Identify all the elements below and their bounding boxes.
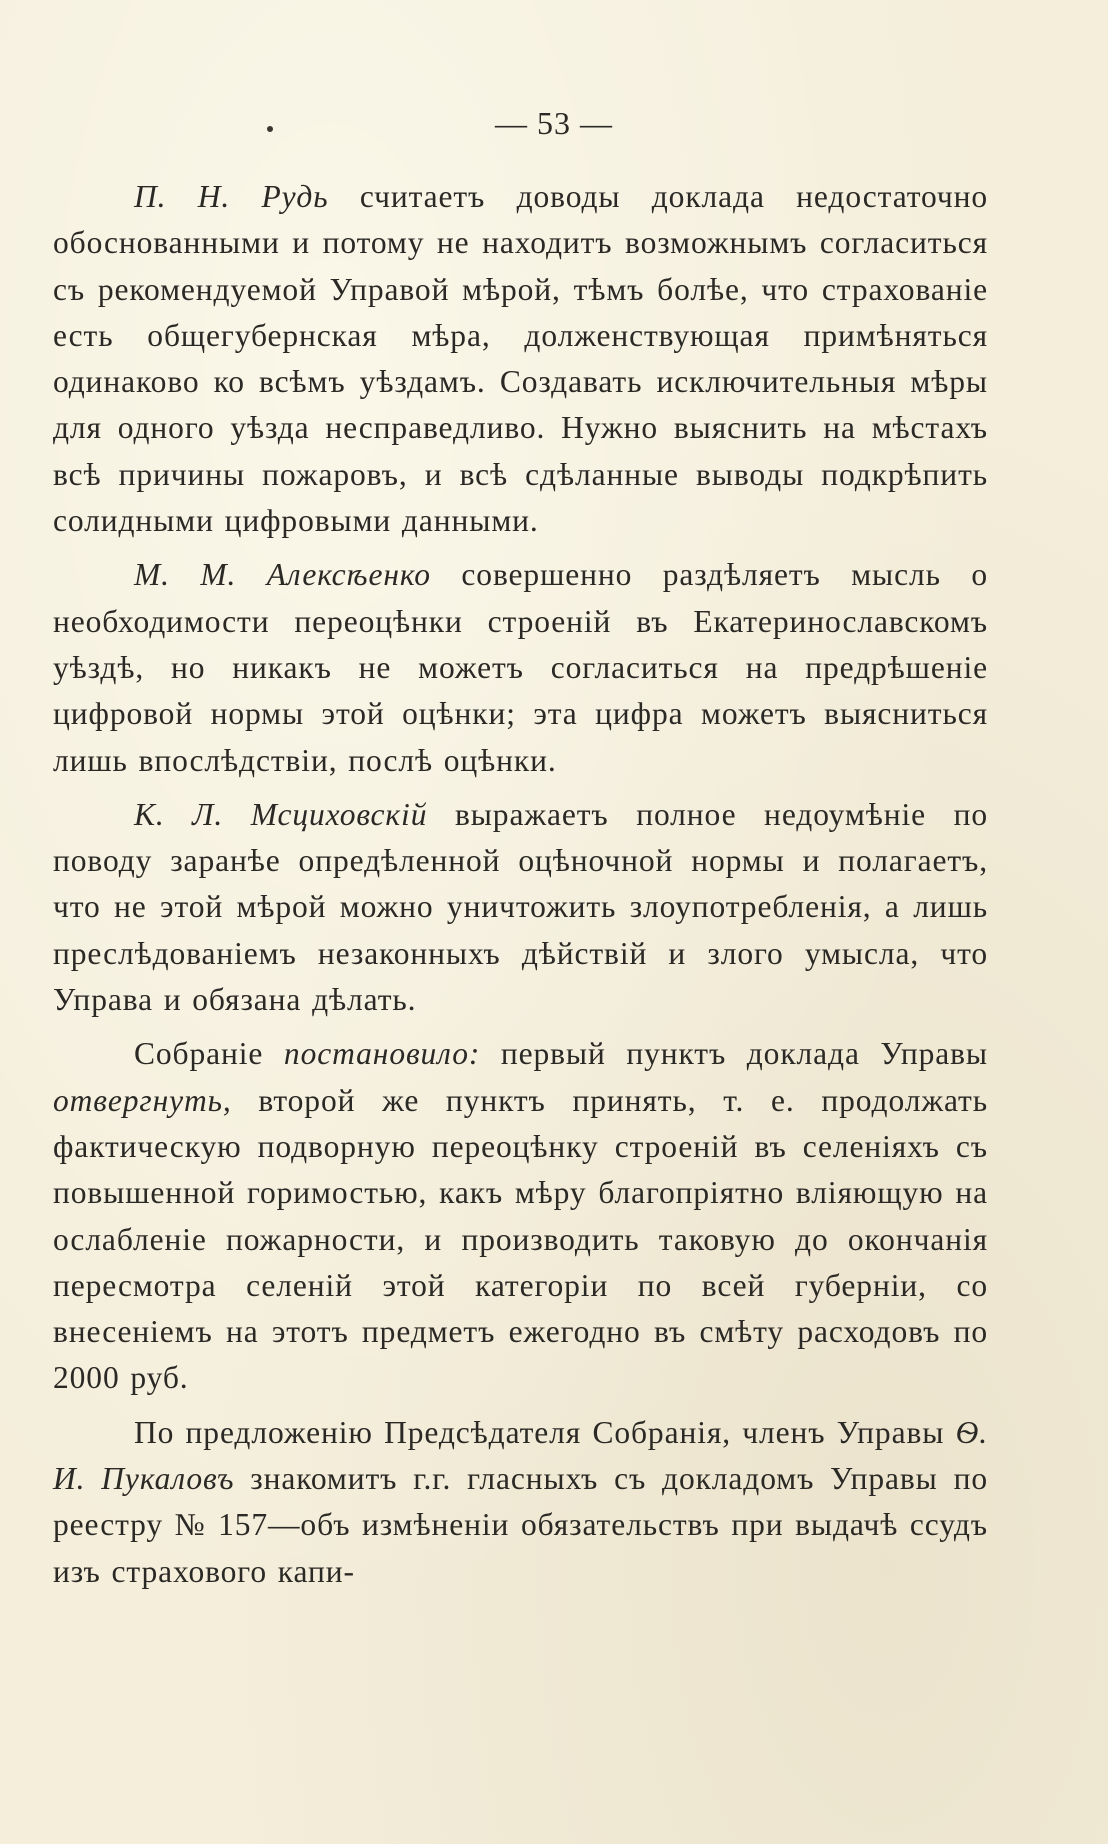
paragraph-text: совершенно раздѣляетъ мысль о необходимости переоцѣнки строеній въ Екатеринославскомъ уѣздѣ, но никакъ не можетъ согласиться на предрѣшеніе цифровой нормы этой оцѣнки; эта цифра можетъ выясниться лишь впослѣдствіи, послѣ оцѣнки. [53, 557, 989, 778]
paragraph-mid: первый пунктъ доклада Управы [480, 1036, 988, 1072]
paragraph-text: считаетъ доводы доклада недостаточно обоснованными и потому не находитъ возможнымъ согласиться съ рекомендуемой Управой мѣрой, тѣмъ болѣе, что страхованіе есть общегубернская мѣра, долженствующая примѣняться одинаково ко всѣмъ уѣздамъ. Создавать исключительныя мѣры для одного уѣзда несправедливо. Нужно выяснить на мѣстахъ всѣ причины пожаровъ, и всѣ сдѣланные выводы подкрѣпить солидными цифровыми данными. [53, 179, 988, 539]
paragraph-tail: знакомитъ г.г. гласныхъ съ докладомъ Управы по реестру № 157—объ измѣненіи обязательствъ при выдачѣ ссудъ изъ страхового капи- [53, 1461, 988, 1589]
page-number: — 53 — [495, 105, 613, 141]
paragraph-rud [53, 174, 988, 544]
paragraph-lead: По предложенію Предсѣдателя Собранія, членъ Управы [134, 1414, 956, 1450]
body-text [53, 174, 988, 1595]
speaker-name: М. М. Алексѣенко [134, 557, 431, 593]
paragraph-pukalov [53, 1410, 988, 1595]
paragraph-tail: второй же пунктъ принять, т. е. продолжать фактическую подворную переоцѣнку строеній въ селеніяхъ съ повышенной горимостью, какъ мѣру благопріятно вліяющую на ослабленіе пожарности, и производить таковую до окончанія пересмотра селеній этой категоріи по всей губерніи, со внесеніемъ на этотъ предметъ ежегодно въ смѣту расходовъ по 2000 руб. [53, 1082, 988, 1396]
paragraph-resolution [53, 1031, 988, 1401]
paragraph-alekseenko [53, 552, 988, 783]
paragraph-lead: Собраніе [134, 1036, 284, 1072]
emphasis-resolved: постановило: [283, 1036, 481, 1072]
speaker-name: П. Н. Рудь [134, 179, 329, 214]
paragraph-mscikhovsky [53, 792, 988, 1023]
speaker-name: К. Л. Мсциховскій [134, 796, 428, 832]
emphasis-reject: отвергнуть, [53, 1082, 232, 1118]
speaker-name: Ѳ. И. Пукаловъ [53, 1414, 988, 1497]
paragraph-text: выражаетъ полное недоумѣніе по поводу заранѣе опредѣленной оцѣночной нормы и полагаетъ, что не этой мѣрой можно уничтожить злоупотребленія, а лишь преслѣдованіемъ незаконныхъ дѣйствій и злого умысла, что Управа и обязана дѣлать. [53, 796, 989, 1018]
